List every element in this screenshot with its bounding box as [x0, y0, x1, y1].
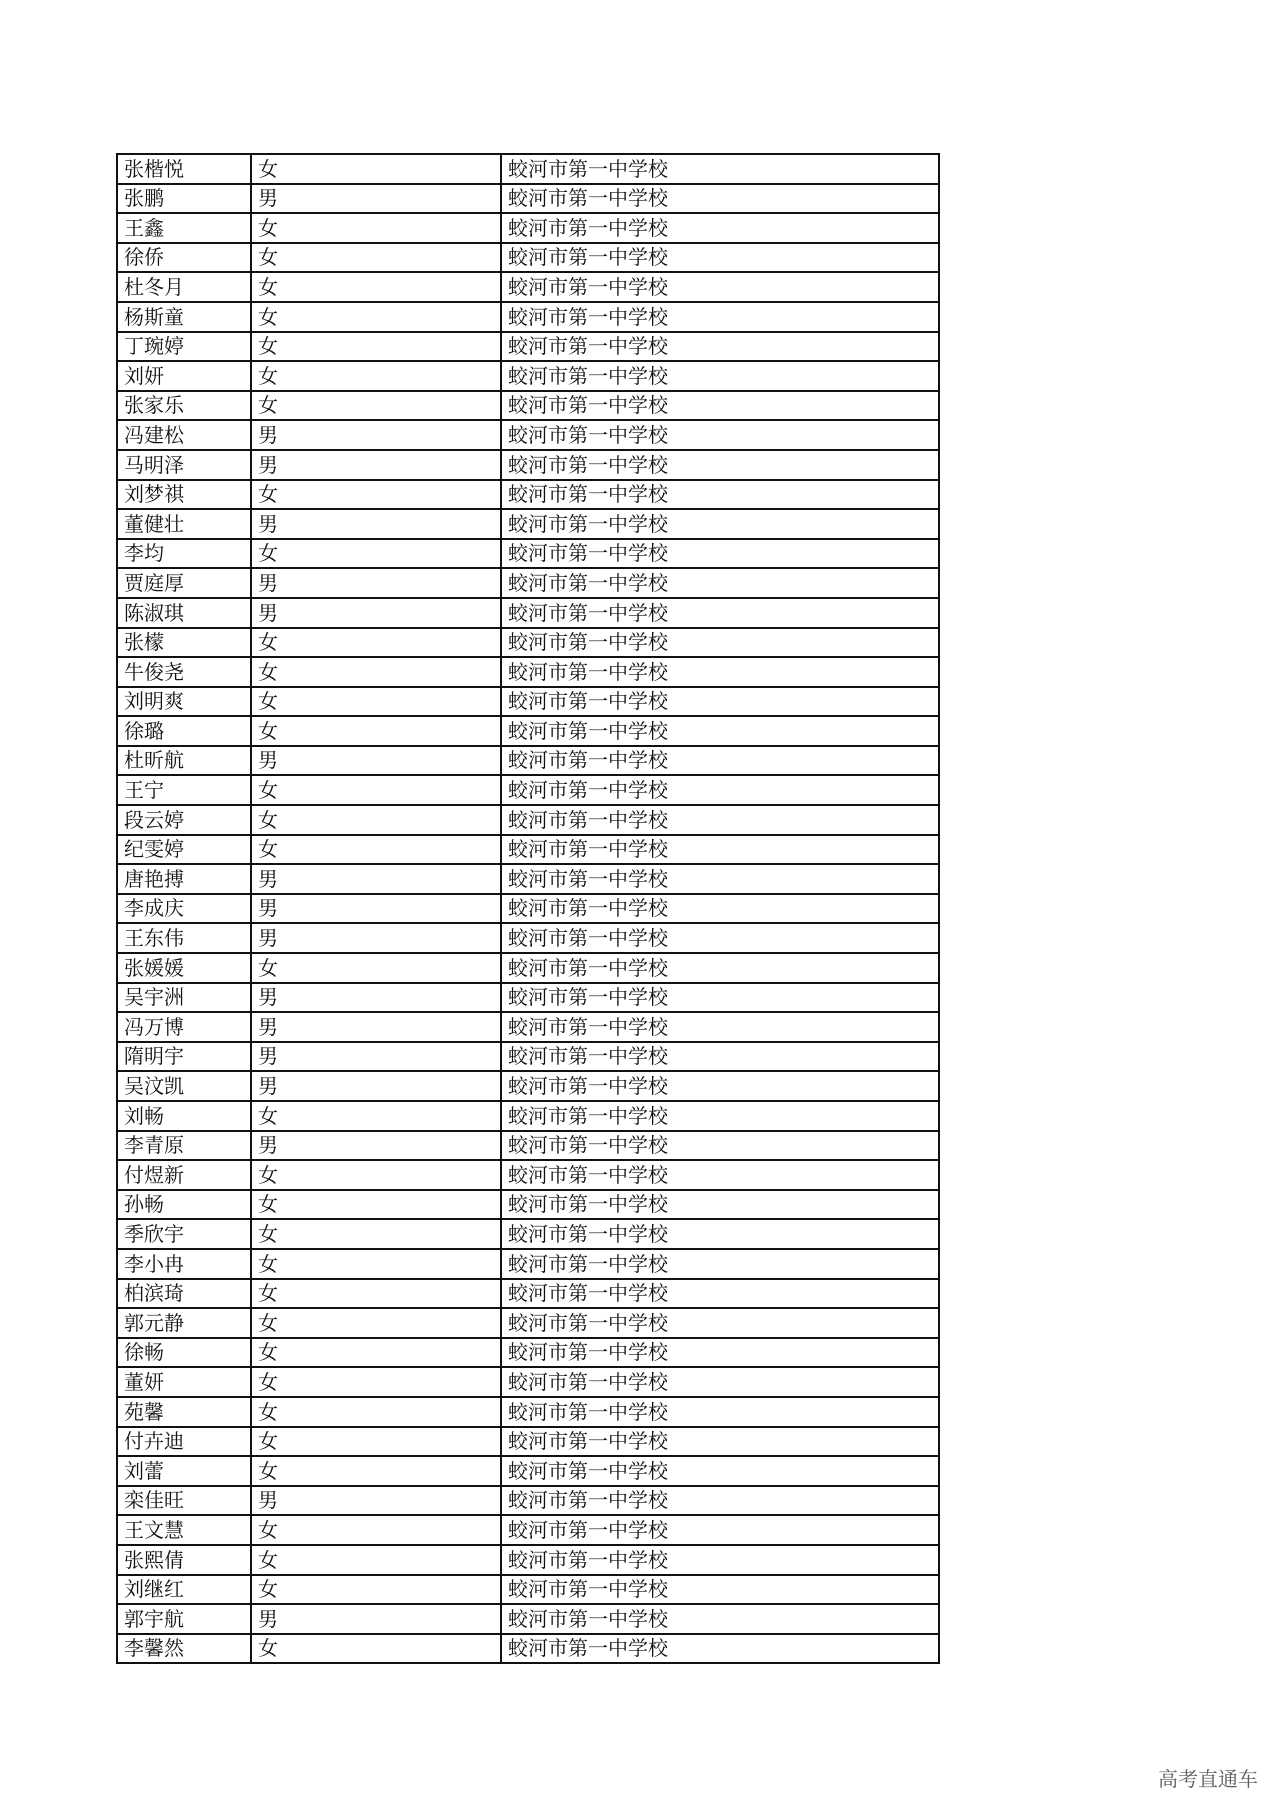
gender-cell: 女 — [251, 213, 501, 243]
school-cell: 蛟河市第一中学校 — [501, 391, 939, 421]
table-row — [117, 1575, 939, 1605]
gender-cell: 女 — [251, 1308, 501, 1338]
student-name-cell: 李成庆 — [117, 894, 251, 924]
gender-cell: 男 — [251, 598, 501, 628]
school-cell: 蛟河市第一中学校 — [501, 1219, 939, 1249]
gender-cell: 女 — [251, 628, 501, 658]
school-cell: 蛟河市第一中学校 — [501, 1634, 939, 1664]
table-row — [117, 568, 939, 598]
table-row — [117, 1071, 939, 1101]
school-cell: 蛟河市第一中学校 — [501, 983, 939, 1013]
table-row — [117, 1634, 939, 1664]
school-cell: 蛟河市第一中学校 — [501, 775, 939, 805]
school-cell: 蛟河市第一中学校 — [501, 480, 939, 510]
student-name-cell: 马明泽 — [117, 450, 251, 480]
table-row — [117, 332, 939, 362]
student-name-cell: 栾佳旺 — [117, 1486, 251, 1516]
student-name-cell: 季欣宇 — [117, 1219, 251, 1249]
table-row — [117, 805, 939, 835]
table-row — [117, 213, 939, 243]
student-name-cell: 张家乐 — [117, 391, 251, 421]
school-cell: 蛟河市第一中学校 — [501, 1515, 939, 1545]
gender-cell: 男 — [251, 1071, 501, 1101]
table-row — [117, 746, 939, 776]
school-cell: 蛟河市第一中学校 — [501, 1279, 939, 1309]
gender-cell: 女 — [251, 953, 501, 983]
table-row — [117, 983, 939, 1013]
table-row — [117, 628, 939, 658]
school-cell: 蛟河市第一中学校 — [501, 746, 939, 776]
student-name-cell: 刘畅 — [117, 1101, 251, 1131]
table-row — [117, 953, 939, 983]
student-name-cell: 徐侨 — [117, 243, 251, 273]
table-row — [117, 1545, 939, 1575]
student-name-cell: 隋明宇 — [117, 1042, 251, 1072]
gender-cell: 女 — [251, 805, 501, 835]
table-row — [117, 302, 939, 332]
school-cell: 蛟河市第一中学校 — [501, 509, 939, 539]
gender-cell: 男 — [251, 746, 501, 776]
student-name-cell: 付煜新 — [117, 1160, 251, 1190]
table-row — [117, 243, 939, 273]
gender-cell: 女 — [251, 1427, 501, 1457]
student-name-cell: 张鹏 — [117, 184, 251, 214]
gender-cell: 女 — [251, 1634, 501, 1664]
student-name-cell: 吴宇洲 — [117, 983, 251, 1013]
school-cell: 蛟河市第一中学校 — [501, 1397, 939, 1427]
student-name-cell: 刘继红 — [117, 1575, 251, 1605]
table-row — [117, 1486, 939, 1516]
student-name-cell: 徐璐 — [117, 716, 251, 746]
school-cell: 蛟河市第一中学校 — [501, 805, 939, 835]
school-cell: 蛟河市第一中学校 — [501, 420, 939, 450]
table-row — [117, 864, 939, 894]
school-cell: 蛟河市第一中学校 — [501, 184, 939, 214]
gender-cell: 男 — [251, 864, 501, 894]
table-row — [117, 1012, 939, 1042]
student-name-cell: 王东伟 — [117, 923, 251, 953]
school-cell: 蛟河市第一中学校 — [501, 1042, 939, 1072]
student-name-cell: 王文慧 — [117, 1515, 251, 1545]
student-name-cell: 段云婷 — [117, 805, 251, 835]
gender-cell: 男 — [251, 568, 501, 598]
school-cell: 蛟河市第一中学校 — [501, 243, 939, 273]
gender-cell: 女 — [251, 243, 501, 273]
school-cell: 蛟河市第一中学校 — [501, 687, 939, 717]
table-row — [117, 361, 939, 391]
table-row — [117, 716, 939, 746]
gender-cell: 女 — [251, 1249, 501, 1279]
school-cell: 蛟河市第一中学校 — [501, 1308, 939, 1338]
gender-cell: 女 — [251, 1160, 501, 1190]
school-cell: 蛟河市第一中学校 — [501, 1131, 939, 1161]
gender-cell: 男 — [251, 1486, 501, 1516]
table-row — [117, 1308, 939, 1338]
school-cell: 蛟河市第一中学校 — [501, 1101, 939, 1131]
student-name-cell: 杜昕航 — [117, 746, 251, 776]
table-row — [117, 1249, 939, 1279]
table-row — [117, 1515, 939, 1545]
gender-cell: 女 — [251, 1456, 501, 1486]
school-cell: 蛟河市第一中学校 — [501, 1367, 939, 1397]
table-row — [117, 657, 939, 687]
gender-cell: 女 — [251, 1515, 501, 1545]
table-row — [117, 1131, 939, 1161]
school-cell: 蛟河市第一中学校 — [501, 1604, 939, 1634]
student-name-cell: 冯建松 — [117, 420, 251, 450]
student-name-cell: 苑馨 — [117, 1397, 251, 1427]
student-name-cell: 张檬 — [117, 628, 251, 658]
school-cell: 蛟河市第一中学校 — [501, 894, 939, 924]
table-row — [117, 775, 939, 805]
student-name-cell: 丁琬婷 — [117, 332, 251, 362]
gender-cell: 男 — [251, 420, 501, 450]
table-row — [117, 184, 939, 214]
table-row — [117, 1427, 939, 1457]
student-name-cell: 张媛媛 — [117, 953, 251, 983]
student-name-cell: 刘蕾 — [117, 1456, 251, 1486]
school-cell: 蛟河市第一中学校 — [501, 628, 939, 658]
student-name-cell: 贾庭厚 — [117, 568, 251, 598]
gender-cell: 女 — [251, 1367, 501, 1397]
student-name-cell: 王宁 — [117, 775, 251, 805]
student-name-cell: 冯万博 — [117, 1012, 251, 1042]
student-name-cell: 董健壮 — [117, 509, 251, 539]
student-name-cell: 李均 — [117, 539, 251, 569]
table-row — [117, 539, 939, 569]
student-name-cell: 李青原 — [117, 1131, 251, 1161]
gender-cell: 男 — [251, 923, 501, 953]
school-cell: 蛟河市第一中学校 — [501, 1012, 939, 1042]
school-cell: 蛟河市第一中学校 — [501, 1190, 939, 1220]
student-name-cell: 张楷悦 — [117, 154, 251, 184]
gender-cell: 男 — [251, 983, 501, 1013]
gender-cell: 女 — [251, 361, 501, 391]
gender-cell: 女 — [251, 302, 501, 332]
school-cell: 蛟河市第一中学校 — [501, 657, 939, 687]
table-row — [117, 687, 939, 717]
student-name-cell: 张熙倩 — [117, 1545, 251, 1575]
gender-cell: 女 — [251, 835, 501, 865]
school-cell: 蛟河市第一中学校 — [501, 154, 939, 184]
school-cell: 蛟河市第一中学校 — [501, 1456, 939, 1486]
table-row — [117, 1604, 939, 1634]
gender-cell: 女 — [251, 480, 501, 510]
gender-cell: 男 — [251, 894, 501, 924]
table-row — [117, 420, 939, 450]
gender-cell: 女 — [251, 1338, 501, 1368]
student-name-cell: 刘妍 — [117, 361, 251, 391]
table-row — [117, 1456, 939, 1486]
table-row — [117, 1338, 939, 1368]
student-name-cell: 刘明爽 — [117, 687, 251, 717]
school-cell: 蛟河市第一中学校 — [501, 213, 939, 243]
gender-cell: 女 — [251, 1101, 501, 1131]
table-row — [117, 1101, 939, 1131]
school-cell: 蛟河市第一中学校 — [501, 1486, 939, 1516]
table-row — [117, 509, 939, 539]
student-name-cell: 李小冉 — [117, 1249, 251, 1279]
table-row — [117, 894, 939, 924]
student-name-cell: 付卉迪 — [117, 1427, 251, 1457]
gender-cell: 女 — [251, 716, 501, 746]
school-cell: 蛟河市第一中学校 — [501, 302, 939, 332]
table-row — [117, 1279, 939, 1309]
table-row — [117, 480, 939, 510]
student-name-cell: 孙畅 — [117, 1190, 251, 1220]
gender-cell: 女 — [251, 1397, 501, 1427]
table-row — [117, 391, 939, 421]
roster-body — [117, 154, 939, 1663]
gender-cell: 男 — [251, 1042, 501, 1072]
school-cell: 蛟河市第一中学校 — [501, 1338, 939, 1368]
gender-cell: 女 — [251, 657, 501, 687]
student-name-cell: 牛俊尧 — [117, 657, 251, 687]
school-cell: 蛟河市第一中学校 — [501, 716, 939, 746]
gender-cell: 男 — [251, 184, 501, 214]
gender-cell: 女 — [251, 332, 501, 362]
school-cell: 蛟河市第一中学校 — [501, 450, 939, 480]
student-name-cell: 杨斯童 — [117, 302, 251, 332]
table-row — [117, 272, 939, 302]
student-name-cell: 陈淑琪 — [117, 598, 251, 628]
student-name-cell: 柏滨琦 — [117, 1279, 251, 1309]
gender-cell: 女 — [251, 272, 501, 302]
table-row — [117, 1160, 939, 1190]
school-cell: 蛟河市第一中学校 — [501, 332, 939, 362]
table-row — [117, 154, 939, 184]
school-cell: 蛟河市第一中学校 — [501, 568, 939, 598]
gender-cell: 男 — [251, 1131, 501, 1161]
student-name-cell: 吴汶凯 — [117, 1071, 251, 1101]
gender-cell: 女 — [251, 1575, 501, 1605]
school-cell: 蛟河市第一中学校 — [501, 953, 939, 983]
school-cell: 蛟河市第一中学校 — [501, 1071, 939, 1101]
gender-cell: 女 — [251, 154, 501, 184]
table-row — [117, 1042, 939, 1072]
student-name-cell: 纪雯婷 — [117, 835, 251, 865]
gender-cell: 女 — [251, 1219, 501, 1249]
gender-cell: 女 — [251, 391, 501, 421]
gender-cell: 女 — [251, 1190, 501, 1220]
student-name-cell: 王鑫 — [117, 213, 251, 243]
watermark-text: 高考直通车 — [1158, 1767, 1258, 1791]
school-cell: 蛟河市第一中学校 — [501, 1249, 939, 1279]
gender-cell: 男 — [251, 1012, 501, 1042]
student-name-cell: 唐艳搏 — [117, 864, 251, 894]
gender-cell: 女 — [251, 775, 501, 805]
table-row — [117, 1219, 939, 1249]
school-cell: 蛟河市第一中学校 — [501, 539, 939, 569]
student-name-cell: 郭宇航 — [117, 1604, 251, 1634]
school-cell: 蛟河市第一中学校 — [501, 598, 939, 628]
student-roster-table — [116, 153, 940, 1664]
table-row — [117, 450, 939, 480]
school-cell: 蛟河市第一中学校 — [501, 1575, 939, 1605]
student-name-cell: 徐畅 — [117, 1338, 251, 1368]
gender-cell: 女 — [251, 1545, 501, 1575]
gender-cell: 女 — [251, 539, 501, 569]
student-name-cell: 郭元静 — [117, 1308, 251, 1338]
table-row — [117, 923, 939, 953]
table-row — [117, 835, 939, 865]
table-row — [117, 1397, 939, 1427]
gender-cell: 男 — [251, 509, 501, 539]
school-cell: 蛟河市第一中学校 — [501, 864, 939, 894]
table-row — [117, 598, 939, 628]
school-cell: 蛟河市第一中学校 — [501, 1545, 939, 1575]
school-cell: 蛟河市第一中学校 — [501, 835, 939, 865]
gender-cell: 女 — [251, 1279, 501, 1309]
student-name-cell: 李馨然 — [117, 1634, 251, 1664]
student-name-cell: 杜冬月 — [117, 272, 251, 302]
school-cell: 蛟河市第一中学校 — [501, 272, 939, 302]
school-cell: 蛟河市第一中学校 — [501, 923, 939, 953]
school-cell: 蛟河市第一中学校 — [501, 361, 939, 391]
student-name-cell: 董妍 — [117, 1367, 251, 1397]
gender-cell: 女 — [251, 687, 501, 717]
student-name-cell: 刘梦祺 — [117, 480, 251, 510]
table-row — [117, 1190, 939, 1220]
school-cell: 蛟河市第一中学校 — [501, 1427, 939, 1457]
gender-cell: 男 — [251, 450, 501, 480]
school-cell: 蛟河市第一中学校 — [501, 1160, 939, 1190]
table-row — [117, 1367, 939, 1397]
gender-cell: 男 — [251, 1604, 501, 1634]
